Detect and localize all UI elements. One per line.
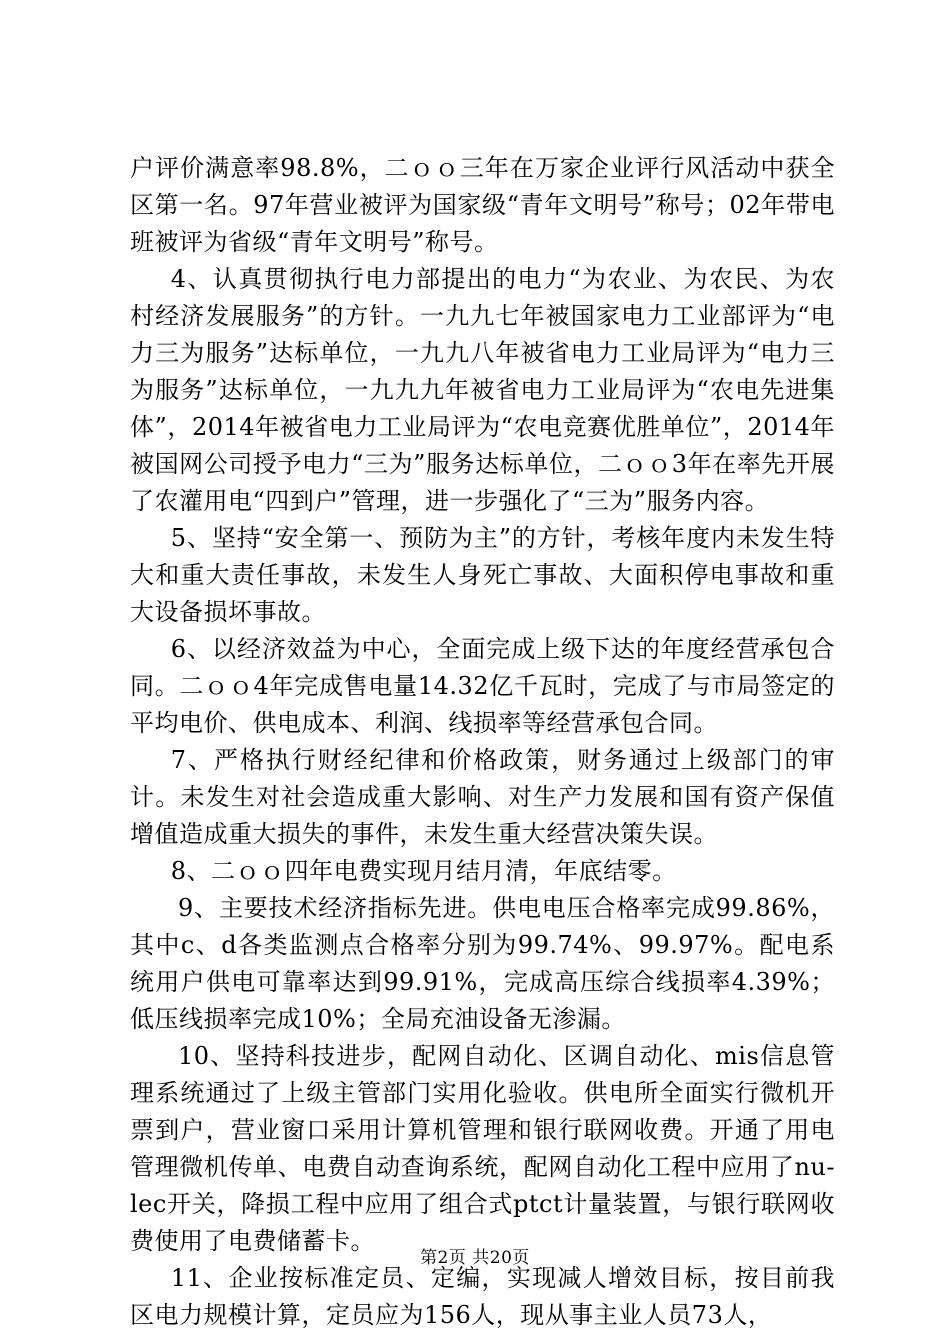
document-body: [130, 150, 835, 1334]
paragraph-item-9: 9、主要技术经济指标先进。供电电压合格率完成99.86%，其中c、d各类监测点合格率分别为99.74%、99.97%。配电系统用户供电可靠率达到99.91%，完成高压综合线损率4.39%；低压线损率完成10%；全局充油设备无渗漏。: [130, 894, 835, 1033]
paragraph-item-11: 11、企业按标准定员、定编，实现减人增效目标，按目前我区电力规模计算，定员应为156人，现从事主业人员73人，: [130, 1264, 835, 1329]
paragraph-item-4: 4、认真贯彻执行电力部提出的电力“为农业、为农民、为农村经济发展服务”的方针。一九九七年被国家电力工业部评为“电力三为服务”达标单位，一九九八年被省电力工业局评为“电力三为服务”达标单位，一九九九年被省电力工业局评为“农电先进集体”，2014年被省电力工业局评为“农电竞赛优胜单位”，2014年被国网公司授予电力“三为”服务达标单位，二ｏｏ3年在率先开展了农灌用电“四到户”管理，进一步强化了“三为”服务内容。: [130, 265, 835, 515]
paragraph-item-7: 7、严格执行财经纪律和价格政策，财务通过上级部门的审计。未发生对社会造成重大影响、对生产力发展和国有资产保值增值造成重大损失的事件，未发生重大经营决策失误。: [130, 746, 835, 848]
page-number: 第2页 共20页: [420, 1248, 530, 1268]
paragraph-item-6: 6、以经济效益为中心，全面完成上级下达的年度经营承包合同。二ｏｏ4年完成售电量14.32亿千瓦时，完成了与市局签定的平均电价、供电成本、利润、线损率等经营承包合同。: [130, 635, 835, 737]
paragraph-item-8: 8、二ｏｏ四年电费实现月结月清，年底结零。: [170, 857, 677, 885]
paragraph-item-5: 5、坚持“安全第一、预防为主”的方针，考核年度内未发生特大和重大责任事故，未发生人身死亡事故、大面积停电事故和重大设备损坏事故。: [130, 524, 835, 626]
paragraph-continuation: 户评价满意率98.8%，二ｏｏ三年在万家企业评行风活动中获全区第一名。97年营业被评为国家级“青年文明号”称号；02年带电班被评为省级“青年文明号”称号。: [130, 154, 835, 256]
page-footer: [0, 1243, 950, 1268]
paragraph-item-10: 10、坚持科技进步，配网自动化、区调自动化、mis信息管理系统通过了上级主管部门实用化验收。供电所全面实行微机开票到户，营业窗口采用计算机管理和银行联网收费。开通了用电管理微机传单、电费自动查询系统，配网自动化工程中应用了nu-lec开关，降损工程中应用了组合式ptct计量装置，与银行联网收费使用了电费储蓄卡。: [130, 1042, 835, 1255]
